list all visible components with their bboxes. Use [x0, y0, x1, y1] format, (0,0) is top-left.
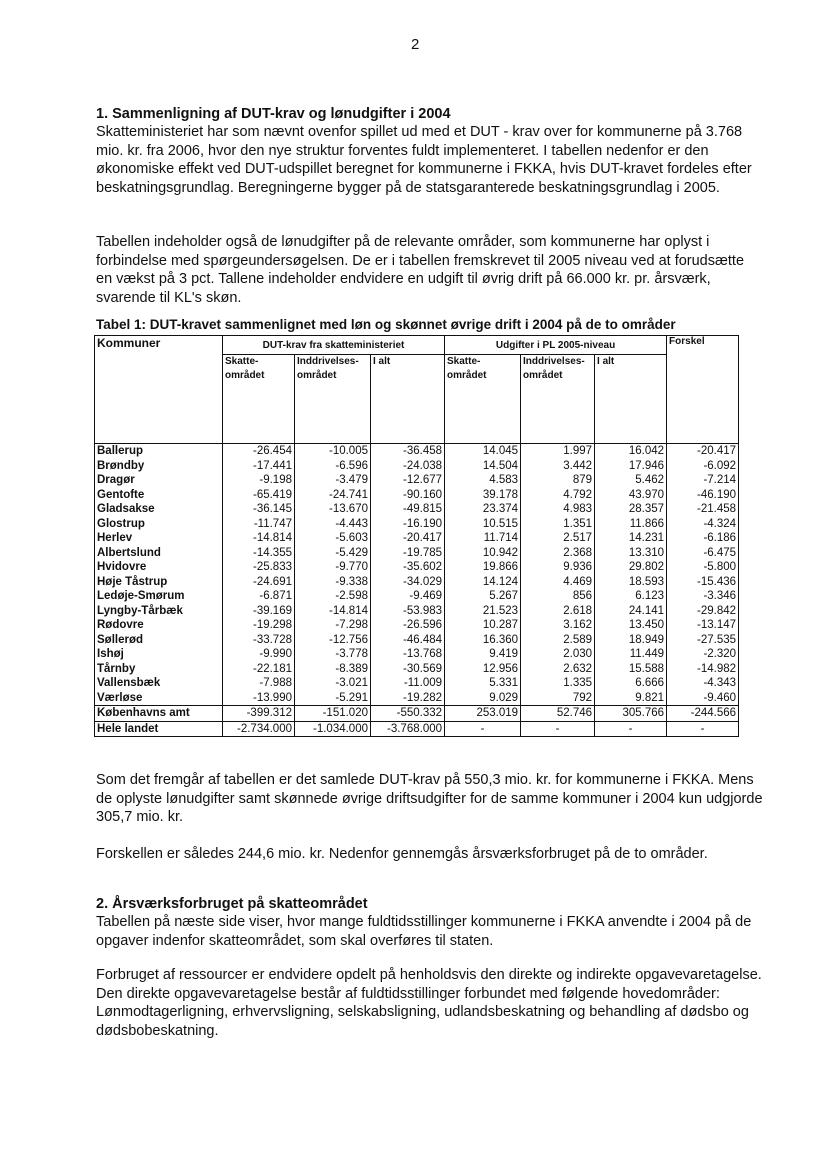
cell: - [445, 721, 521, 737]
cell: -6.475 [667, 546, 739, 561]
section-2-title: 2. Årsværksforbruget på skatteområdet [96, 896, 368, 912]
cell: -9.469 [371, 589, 445, 604]
cell: -14.355 [223, 546, 295, 561]
group-header-dut: DUT-krav fra skatteministeriet [223, 336, 445, 355]
cell: -26.596 [371, 618, 445, 633]
table-title: Tabel 1: DUT-kravet sammenlignet med løn og skønnet øvrige drift i 2004 på de to områder [96, 317, 676, 332]
subheader-label: Skatte- området [447, 356, 487, 381]
cell: -13.147 [667, 618, 739, 633]
row-name: Gentofte [95, 488, 223, 503]
cell: -7.988 [223, 676, 295, 691]
table-row [95, 546, 739, 561]
cell: 1.351 [521, 517, 595, 532]
row-name: Hele landet [95, 721, 223, 737]
cell: 29.802 [595, 560, 667, 575]
cell: -36.145 [223, 502, 295, 517]
cell: 16.360 [445, 633, 521, 648]
cell: -5.429 [295, 546, 371, 561]
section-2-paragraph-2: Forbruget af ressourcer er endvidere opdelt på henholdsvis den direkte og indirekte opgavevaretagelse. Den direkte opgavevaretagelse består af fuldtidsstillinger forbundet med følgende hovedområder: Lønmodtagerligning, erhvervsligning, selskabsligning, udlandsbeskatning og behandling af dødsbo og dødsbobeskatning. [96, 967, 762, 1039]
cell: 24.141 [595, 604, 667, 619]
cell: 5.267 [445, 589, 521, 604]
cell: -16.190 [371, 517, 445, 532]
cell: 39.178 [445, 488, 521, 503]
table-row [95, 691, 739, 706]
cell: -24.691 [223, 575, 295, 590]
cell: 13.450 [595, 618, 667, 633]
cell: 1.997 [521, 444, 595, 459]
table-row [95, 502, 739, 517]
cell: 10.515 [445, 517, 521, 532]
section-1-title: 1. Sammenligning af DUT-krav og lønudgifter i 2004 [96, 106, 451, 122]
cell: 21.523 [445, 604, 521, 619]
cell: 792 [521, 691, 595, 706]
cell: -3.778 [295, 647, 371, 662]
table-row [95, 633, 739, 648]
cell: 9.419 [445, 647, 521, 662]
cell: -19.785 [371, 546, 445, 561]
table-row [95, 531, 739, 546]
cell: -90.160 [371, 488, 445, 503]
cell: -9.338 [295, 575, 371, 590]
subheader-ialt-dut: I alt [371, 355, 445, 444]
table-row [95, 560, 739, 575]
cell: -3.346 [667, 589, 739, 604]
group-header-udgifter: Udgifter i PL 2005-niveau [445, 336, 667, 355]
cell: -46.484 [371, 633, 445, 648]
cell: -4.324 [667, 517, 739, 532]
cell: -30.569 [371, 662, 445, 677]
table-row [95, 662, 739, 677]
cell: -19.298 [223, 618, 295, 633]
cell: -5.291 [295, 691, 371, 706]
cell: -36.458 [371, 444, 445, 459]
cell: -35.602 [371, 560, 445, 575]
cell: -9.990 [223, 647, 295, 662]
cell: -21.458 [667, 502, 739, 517]
table-row [95, 488, 739, 503]
cell: 4.792 [521, 488, 595, 503]
cell: 6.666 [595, 676, 667, 691]
cell: -11.747 [223, 517, 295, 532]
cell: 305.766 [595, 706, 667, 722]
cell: -3.768.000 [371, 721, 445, 737]
cell: -1.034.000 [295, 721, 371, 737]
section-2-paragraph-1: Tabellen på næste side viser, hvor mange fuldtidsstillinger kommunerne i FKKA anvendte i 2004 på de opgaver indenfor skatteområdet, som skal overføres til staten. [96, 914, 752, 949]
table-row [95, 589, 739, 604]
cell: 11.866 [595, 517, 667, 532]
cell: -27.535 [667, 633, 739, 648]
row-name: Hvidovre [95, 560, 223, 575]
cell: 2.517 [521, 531, 595, 546]
cell: 43.970 [595, 488, 667, 503]
cell: -7.298 [295, 618, 371, 633]
cell: 11.449 [595, 647, 667, 662]
cell: -25.833 [223, 560, 295, 575]
cell: 3.162 [521, 618, 595, 633]
cell: -3.021 [295, 676, 371, 691]
cell: -24.038 [371, 459, 445, 474]
after-table-paragraph-1: Som det fremgår af tabellen er det samlede DUT-krav på 550,3 mio. kr. for kommunerne i FKKA. Mens de oplyste lønudgifter samt skønnede øvrige driftsudgifter for de samme kommuner i 2004 kun udgjorde 305,7 mio. kr. [96, 772, 763, 825]
cell: 14.231 [595, 531, 667, 546]
cell: -65.419 [223, 488, 295, 503]
cell: -12.756 [295, 633, 371, 648]
cell: -2.320 [667, 647, 739, 662]
row-name: Glostrup [95, 517, 223, 532]
table-row [95, 459, 739, 474]
cell: -19.282 [371, 691, 445, 706]
table-row [95, 647, 739, 662]
cell: 2.589 [521, 633, 595, 648]
cell: -26.454 [223, 444, 295, 459]
cell: 4.583 [445, 473, 521, 488]
cell: -550.332 [371, 706, 445, 722]
cell: -46.190 [667, 488, 739, 503]
section-1-paragraph-1: Skatteministeriet har som nævnt ovenfor spillet ud med et DUT - krav over for kommunerne på 3.768 mio. kr. fra 2006, hvor den nye struktur forventes fuldt implementeret. I tabellen nedenfor er den økonomiske effekt ved DUT-udspillet beregnet for kommunerne i FKKA, hvis DUT-kravet fordeles efter beskatningsgrundlag. Beregningerne bygger på de statsgaranterede beskatningsgrundlag i 2005. [96, 124, 752, 196]
cell: -15.436 [667, 575, 739, 590]
cell: 879 [521, 473, 595, 488]
cell: 3.442 [521, 459, 595, 474]
row-name: Værløse [95, 691, 223, 706]
table-row-total-amt [95, 706, 739, 722]
cell: -9.770 [295, 560, 371, 575]
table-row [95, 444, 739, 459]
table-row [95, 676, 739, 691]
cell: 19.866 [445, 560, 521, 575]
cell: -20.417 [667, 444, 739, 459]
cell: 6.123 [595, 589, 667, 604]
cell: 4.983 [521, 502, 595, 517]
cell: -3.479 [295, 473, 371, 488]
cell: 1.335 [521, 676, 595, 691]
section-1-paragraph-2: Tabellen indeholder også de lønudgifter på de relevante områder, som kommunerne har oplyst i forbindelse med spørgeundersøgelsen. De er i tabellen fremskrevet til 2005 niveau ved at forudsætte en vækst på 3 pct. Tallene indeholder endvidere en udgift til øvrig drift på 66.000 kr. pr. årsværk, svarende til KL's skøn. [96, 234, 745, 306]
cell: -7.214 [667, 473, 739, 488]
cell: 17.946 [595, 459, 667, 474]
subheader-ialt-udgift: I alt [595, 355, 667, 444]
cell: -14.814 [223, 531, 295, 546]
cell: -11.009 [371, 676, 445, 691]
cell: 16.042 [595, 444, 667, 459]
cell: 18.593 [595, 575, 667, 590]
cell: 11.714 [445, 531, 521, 546]
cell: 2.618 [521, 604, 595, 619]
cell: -4.343 [667, 676, 739, 691]
cell: 14.504 [445, 459, 521, 474]
cell: 15.588 [595, 662, 667, 677]
cell: 2.632 [521, 662, 595, 677]
cell: 18.949 [595, 633, 667, 648]
row-name: Ledøje-Smørum [95, 589, 223, 604]
cell: -24.741 [295, 488, 371, 503]
row-name: Dragør [95, 473, 223, 488]
cell: -33.728 [223, 633, 295, 648]
row-name: Rødovre [95, 618, 223, 633]
cell: -4.443 [295, 517, 371, 532]
cell: 13.310 [595, 546, 667, 561]
subheader-skatte-udgift [445, 355, 521, 444]
table-row [95, 618, 739, 633]
cell: -12.677 [371, 473, 445, 488]
cell: -29.842 [667, 604, 739, 619]
cell: 5.331 [445, 676, 521, 691]
subheader-label: Skatte- området [225, 356, 265, 381]
cell: -34.029 [371, 575, 445, 590]
table-row [95, 575, 739, 590]
row-name: Vallensbæk [95, 676, 223, 691]
cell: -49.815 [371, 502, 445, 517]
table-row-total-land [95, 721, 739, 737]
cell: -399.312 [223, 706, 295, 722]
cell: -2.598 [295, 589, 371, 604]
cell: -2.734.000 [223, 721, 295, 737]
cell: 12.956 [445, 662, 521, 677]
cell: 10.942 [445, 546, 521, 561]
cell: - [595, 721, 667, 737]
row-name: Tårnby [95, 662, 223, 677]
subheader-skatte-dut [223, 355, 295, 444]
cell: -5.603 [295, 531, 371, 546]
cell: -13.768 [371, 647, 445, 662]
subheader-label: Inddrivelses- området [523, 356, 585, 381]
cell: 2.368 [521, 546, 595, 561]
cell: 4.469 [521, 575, 595, 590]
cell: -5.800 [667, 560, 739, 575]
table-row [95, 604, 739, 619]
cell: -22.181 [223, 662, 295, 677]
row-name: Herlev [95, 531, 223, 546]
cell: -14.814 [295, 604, 371, 619]
row-name: Københavns amt [95, 706, 223, 722]
cell: 10.287 [445, 618, 521, 633]
cell: -14.982 [667, 662, 739, 677]
subheader-inddriv-udgift [521, 355, 595, 444]
row-name: Søllerød [95, 633, 223, 648]
cell: -6.186 [667, 531, 739, 546]
cell: -9.460 [667, 691, 739, 706]
cell: -6.596 [295, 459, 371, 474]
cell: -8.389 [295, 662, 371, 677]
after-table-paragraph-2: Forskellen er således 244,6 mio. kr. Nedenfor gennemgås årsværksforbruget på de to områder. [96, 846, 708, 862]
cell: 5.462 [595, 473, 667, 488]
cell: - [521, 721, 595, 737]
row-name: Høje Tåstrup [95, 575, 223, 590]
cell: 9.936 [521, 560, 595, 575]
cell: -9.198 [223, 473, 295, 488]
cell: -10.005 [295, 444, 371, 459]
cell: -39.169 [223, 604, 295, 619]
cell: 28.357 [595, 502, 667, 517]
cell: -13.990 [223, 691, 295, 706]
cell: 253.019 [445, 706, 521, 722]
row-name: Gladsakse [95, 502, 223, 517]
cell: -151.020 [295, 706, 371, 722]
cell: 14.045 [445, 444, 521, 459]
cell: 9.029 [445, 691, 521, 706]
cell: 52.746 [521, 706, 595, 722]
column-header-forskel: Forskel [667, 336, 739, 444]
subheader-label: Inddrivelses- området [297, 356, 359, 381]
dut-table [94, 335, 739, 737]
subheader-inddriv-dut [295, 355, 371, 444]
table-row [95, 517, 739, 532]
page-number: 2 [411, 36, 420, 53]
row-name: Brøndby [95, 459, 223, 474]
row-name: Lyngby-Tårbæk [95, 604, 223, 619]
row-name: Ishøj [95, 647, 223, 662]
cell: 23.374 [445, 502, 521, 517]
table-row [95, 473, 739, 488]
row-name: Albertslund [95, 546, 223, 561]
cell: -244.566 [667, 706, 739, 722]
cell: -17.441 [223, 459, 295, 474]
cell: - [667, 721, 739, 737]
cell: 856 [521, 589, 595, 604]
cell: -6.092 [667, 459, 739, 474]
cell: 14.124 [445, 575, 521, 590]
row-name: Ballerup [95, 444, 223, 459]
cell: -20.417 [371, 531, 445, 546]
column-header-kommuner: Kommuner [95, 336, 223, 444]
cell: 2.030 [521, 647, 595, 662]
cell: -13.670 [295, 502, 371, 517]
cell: -6.871 [223, 589, 295, 604]
cell: 9.821 [595, 691, 667, 706]
cell: -53.983 [371, 604, 445, 619]
